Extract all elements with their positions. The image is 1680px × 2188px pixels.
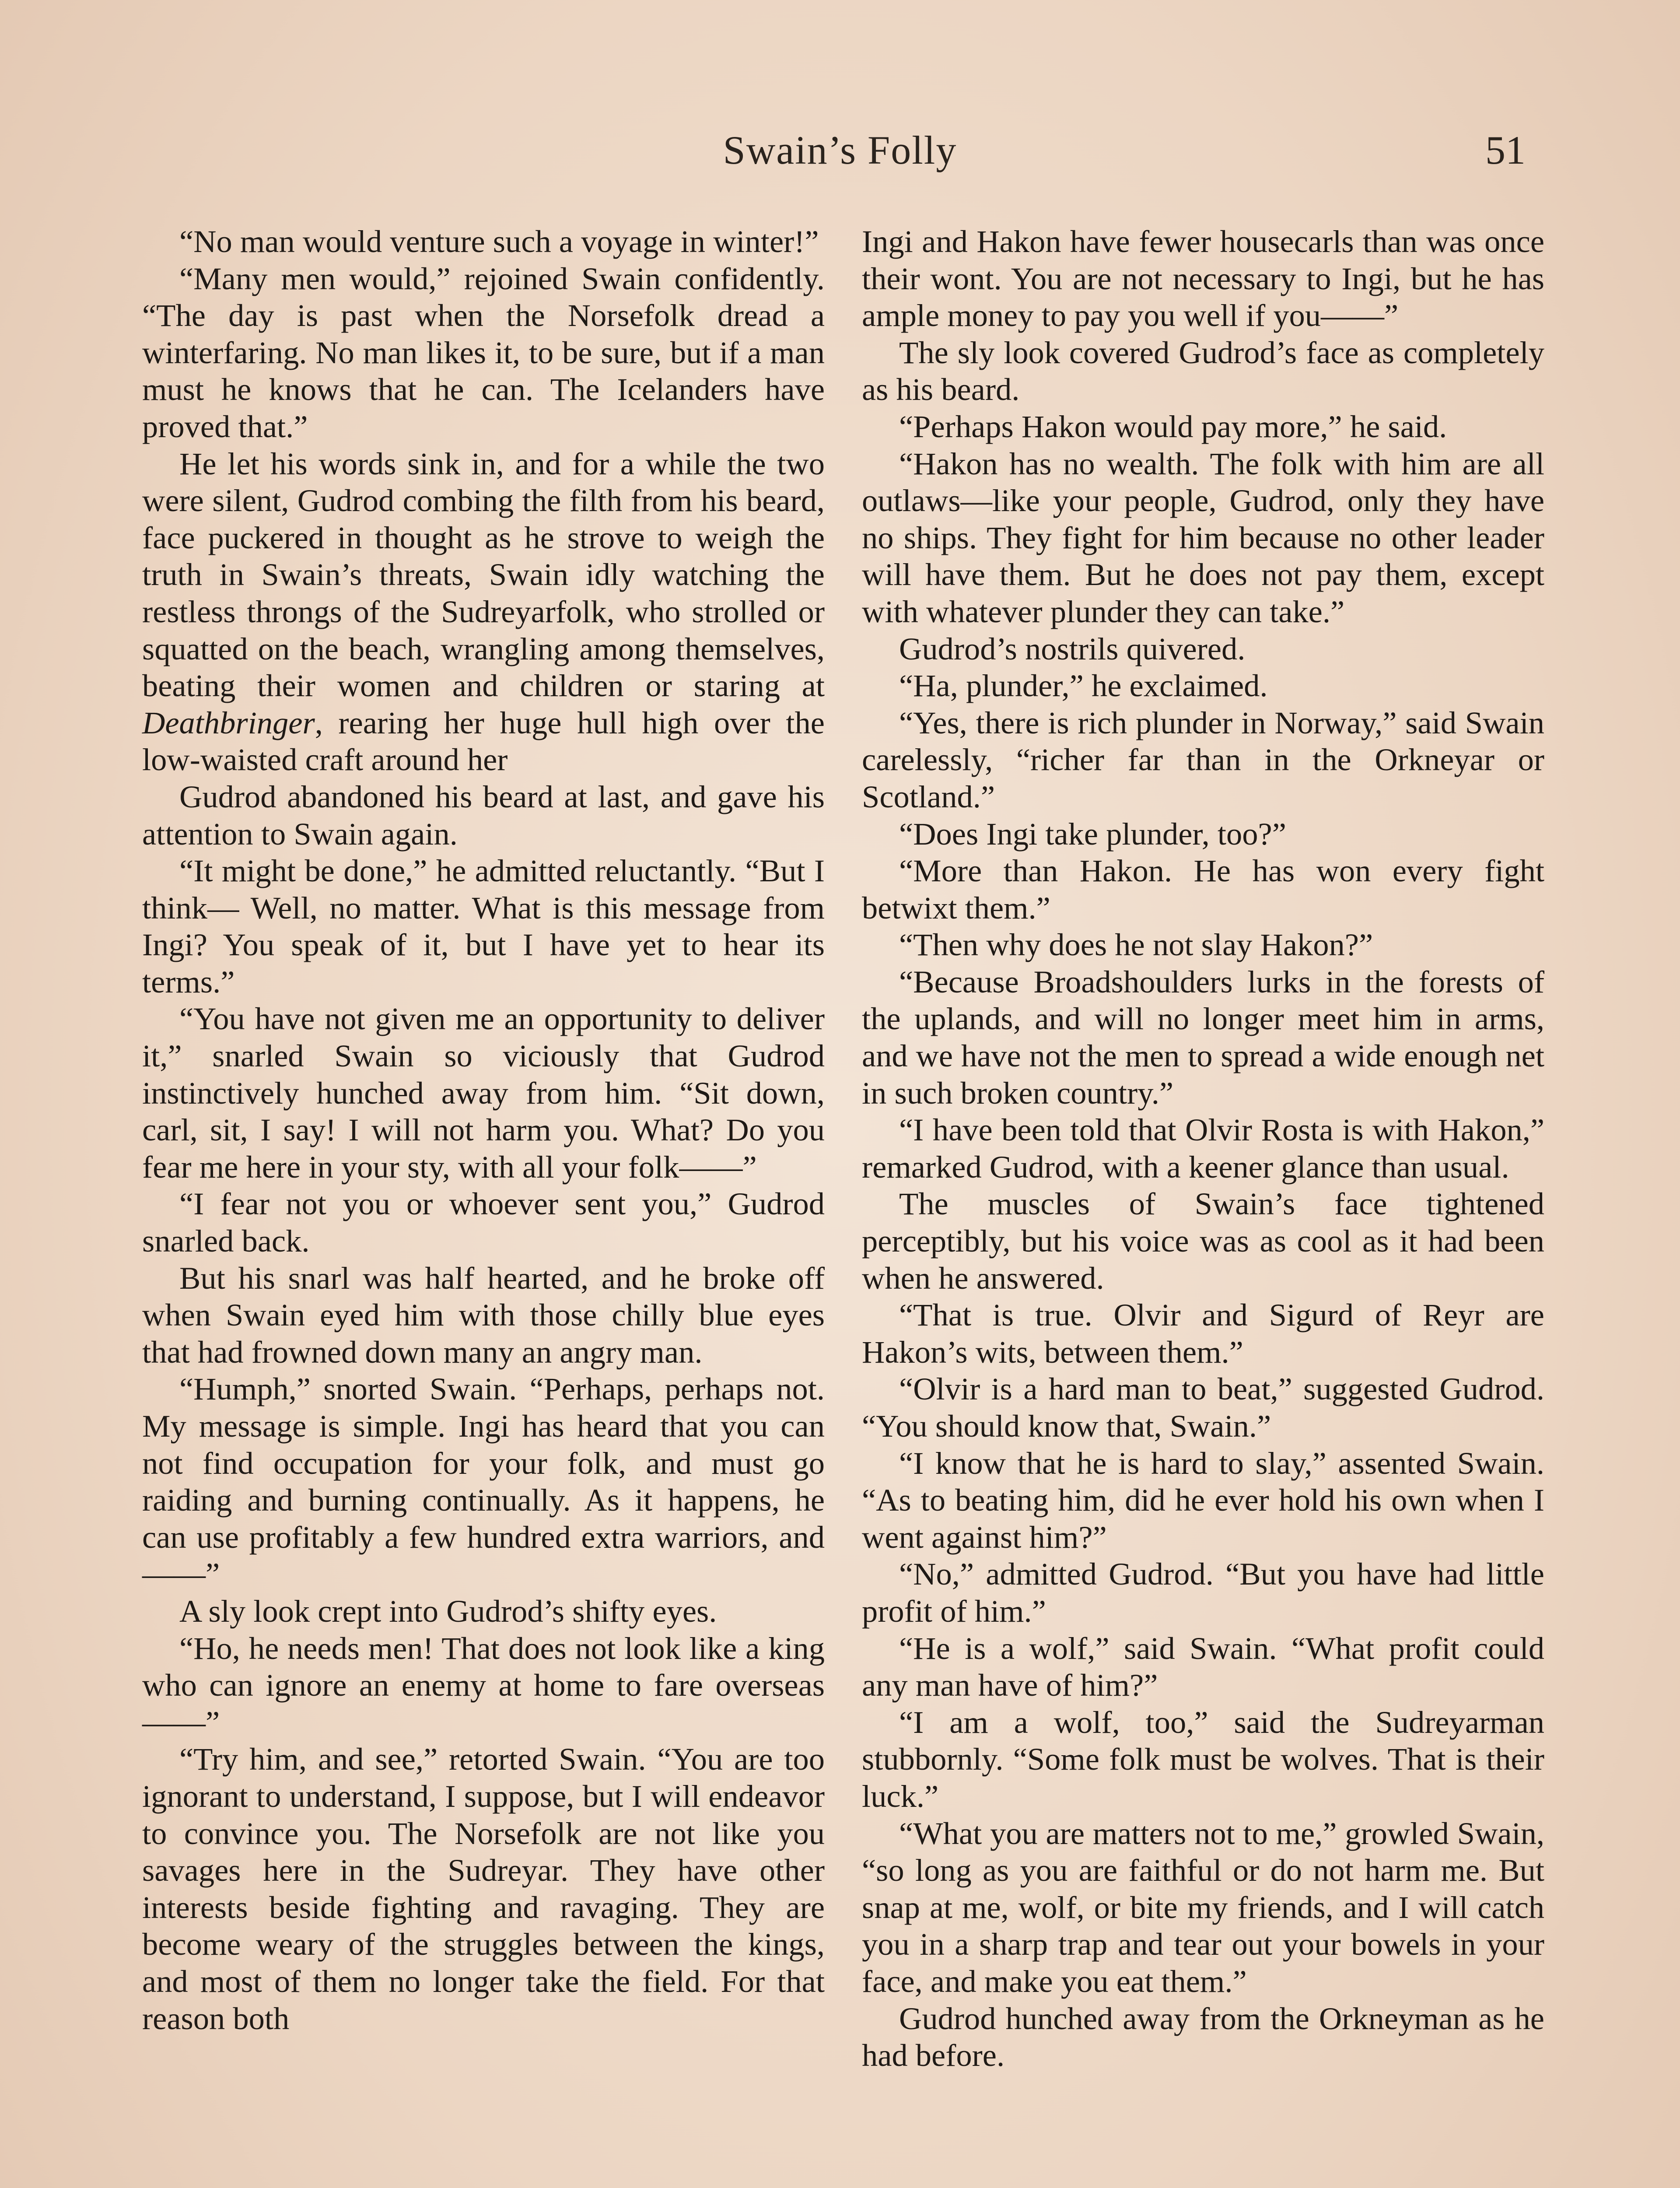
paragraph-text: He let his words sink in, and for a while the two were silent, Gudrod combing the filth from his beard, face puckered in thought as he strove to weigh the truth in Swain’s threats, Swain idly watching the restless throngs of the Sudreyarfolk, who strolled or squatted on the beach, wrangling among themselves, beating their women and children or staring at — [142, 445, 825, 704]
paragraph: “Ho, he needs men! That does not look like a king who can ignore an enemy at home to fare overseas——” — [142, 1630, 825, 1740]
paragraph-text: , rearing her huge hull high over the low-waisted craft around her — [142, 705, 825, 778]
paragraph: “More than Hakon. He has won every fight betwixt them.” — [862, 853, 1544, 926]
paragraph: “I know that he is hard to slay,” assented Swain. “As to beating him, did he ever hold his own when I went against him?” — [862, 1445, 1544, 1555]
right-column — [862, 223, 1544, 2188]
paragraph: “That is true. Olvir and Sigurd of Reyr are Hakon’s wits, between them.” — [862, 1297, 1544, 1370]
paragraph — [142, 445, 825, 778]
page-number: 51 — [1485, 128, 1526, 172]
paragraph: “I fear not you or whoever sent you,” Gudrod snarled back. — [142, 1186, 825, 1259]
paragraph: “It might be done,” he admitted reluctantly. “But I think— Well, no matter. What is this message from Ingi? You speak of it, but I have yet to hear its terms.” — [142, 853, 825, 999]
paragraph: “I am a wolf, too,” said the Sudreyarman stubbornly. “Some folk must be wolves. That is their luck.” — [862, 1704, 1544, 1814]
paragraph: “I have been told that Olvir Rosta is with Hakon,” remarked Gudrod, with a keener glance than usual. — [862, 1112, 1544, 1185]
paragraph: “Yes, there is rich plunder in Norway,” said Swain carelessly, “richer far than in the Orkneyar or Scotland.” — [862, 705, 1544, 814]
paragraph: The muscles of Swain’s face tightened perceptibly, but his voice was as cool as it had been when he answered. — [862, 1186, 1544, 1296]
paragraph: “Perhaps Hakon would pay more,” he said. — [899, 408, 1447, 444]
paragraph: Gudrod abandoned his beard at last, and gave his attention to Swain again. — [142, 778, 825, 852]
paragraph: “Many men would,” rejoined Swain confidently. “The day is past when the Norsefolk dread a winterfaring. No man likes it, to be sure, but if a man must he knows that he can. The Icelanders have proved that.” — [142, 260, 825, 444]
paragraph: “Olvir is a hard man to beat,” suggested Gudrod. “You should know that, Swain.” — [862, 1371, 1544, 1444]
paragraph: “Because Broadshoulders lurks in the forests of the uplands, and will no longer meet him in arms, and we have not the men to spread a wide enough net in such broken country.” — [862, 964, 1544, 1111]
paragraph: “Hakon has no wealth. The folk with him are all outlaws—like your people, Gudrod, only they have no ships. They fight for him because no other leader will have them. But he does not pay them, except with whatever plunder they can take.” — [862, 445, 1544, 629]
ship-name: Deathbringer — [142, 705, 315, 740]
paragraph: “Then why does he not slay Hakon?” — [899, 927, 1373, 963]
running-head: Swain’s Folly — [723, 128, 957, 172]
paragraph-continued: Ingi and Hakon have fewer housecarls than was once their wont. You are not necessary to Ingi, but he has ample money to pay you well if you——” — [862, 224, 1544, 333]
paragraph: The sly look covered Gudrod’s face as completely as his beard. — [862, 334, 1544, 407]
paragraph: But his snarl was half hearted, and he broke off when Swain eyed him with those chilly blue eyes that had frowned down many an angry man. — [142, 1260, 825, 1370]
paragraph: “Does Ingi take plunder, too?” — [899, 816, 1286, 852]
left-column — [142, 223, 825, 2188]
paragraph: “No man would venture such a voyage in winter!” — [179, 224, 819, 259]
paragraph: A sly look crept into Gudrod’s shifty eyes. — [179, 1593, 717, 1629]
paragraph: “Try him, and see,” retorted Swain. “You are too ignorant to understand, I suppose, but I will endeavor to convince you. The Norsefolk are not like you savages here in the Sudreyar. They have other interests beside fighting and ravaging. They are become weary of the struggles between the kings, and most of them no longer take the field. For that reason both — [142, 1741, 825, 2036]
paragraph: “Ha, plunder,” he exclaimed. — [899, 668, 1268, 704]
paragraph: “Humph,” snorted Swain. “Perhaps, perhaps not. My message is simple. Ingi has heard that you can not find occupation for your folk, and must go raiding and burning continually. As it happens, he can use profitably a few hundred extra warriors, and——” — [142, 1371, 825, 1592]
paragraph: Gudrod’s nostrils quivered. — [899, 631, 1246, 666]
paragraph: “What you are matters not to me,” growled Swain, “so long as you are faithful or do not harm me. But snap at me, wolf, or bite my friends, and I will catch you in a sharp trap and tear out your bowels in your face, and make you eat them.” — [862, 1815, 1544, 1999]
paragraph: “He is a wolf,” said Swain. “What profit could any man have of him?” — [862, 1630, 1544, 1703]
paragraph: Gudrod hunched away from the Orkneyman as he had before. — [862, 2000, 1544, 2073]
paragraph: “No,” admitted Gudrod. “But you have had little profit of him.” — [862, 1556, 1544, 1629]
paragraph: “You have not given me an opportunity to deliver it,” snarled Swain so viciously that Gudrod instinctively hunched away from him. “Sit down, carl, sit, I say! I will not harm you. What? Do you fear me here in your sty, with all your folk——” — [142, 1001, 825, 1185]
